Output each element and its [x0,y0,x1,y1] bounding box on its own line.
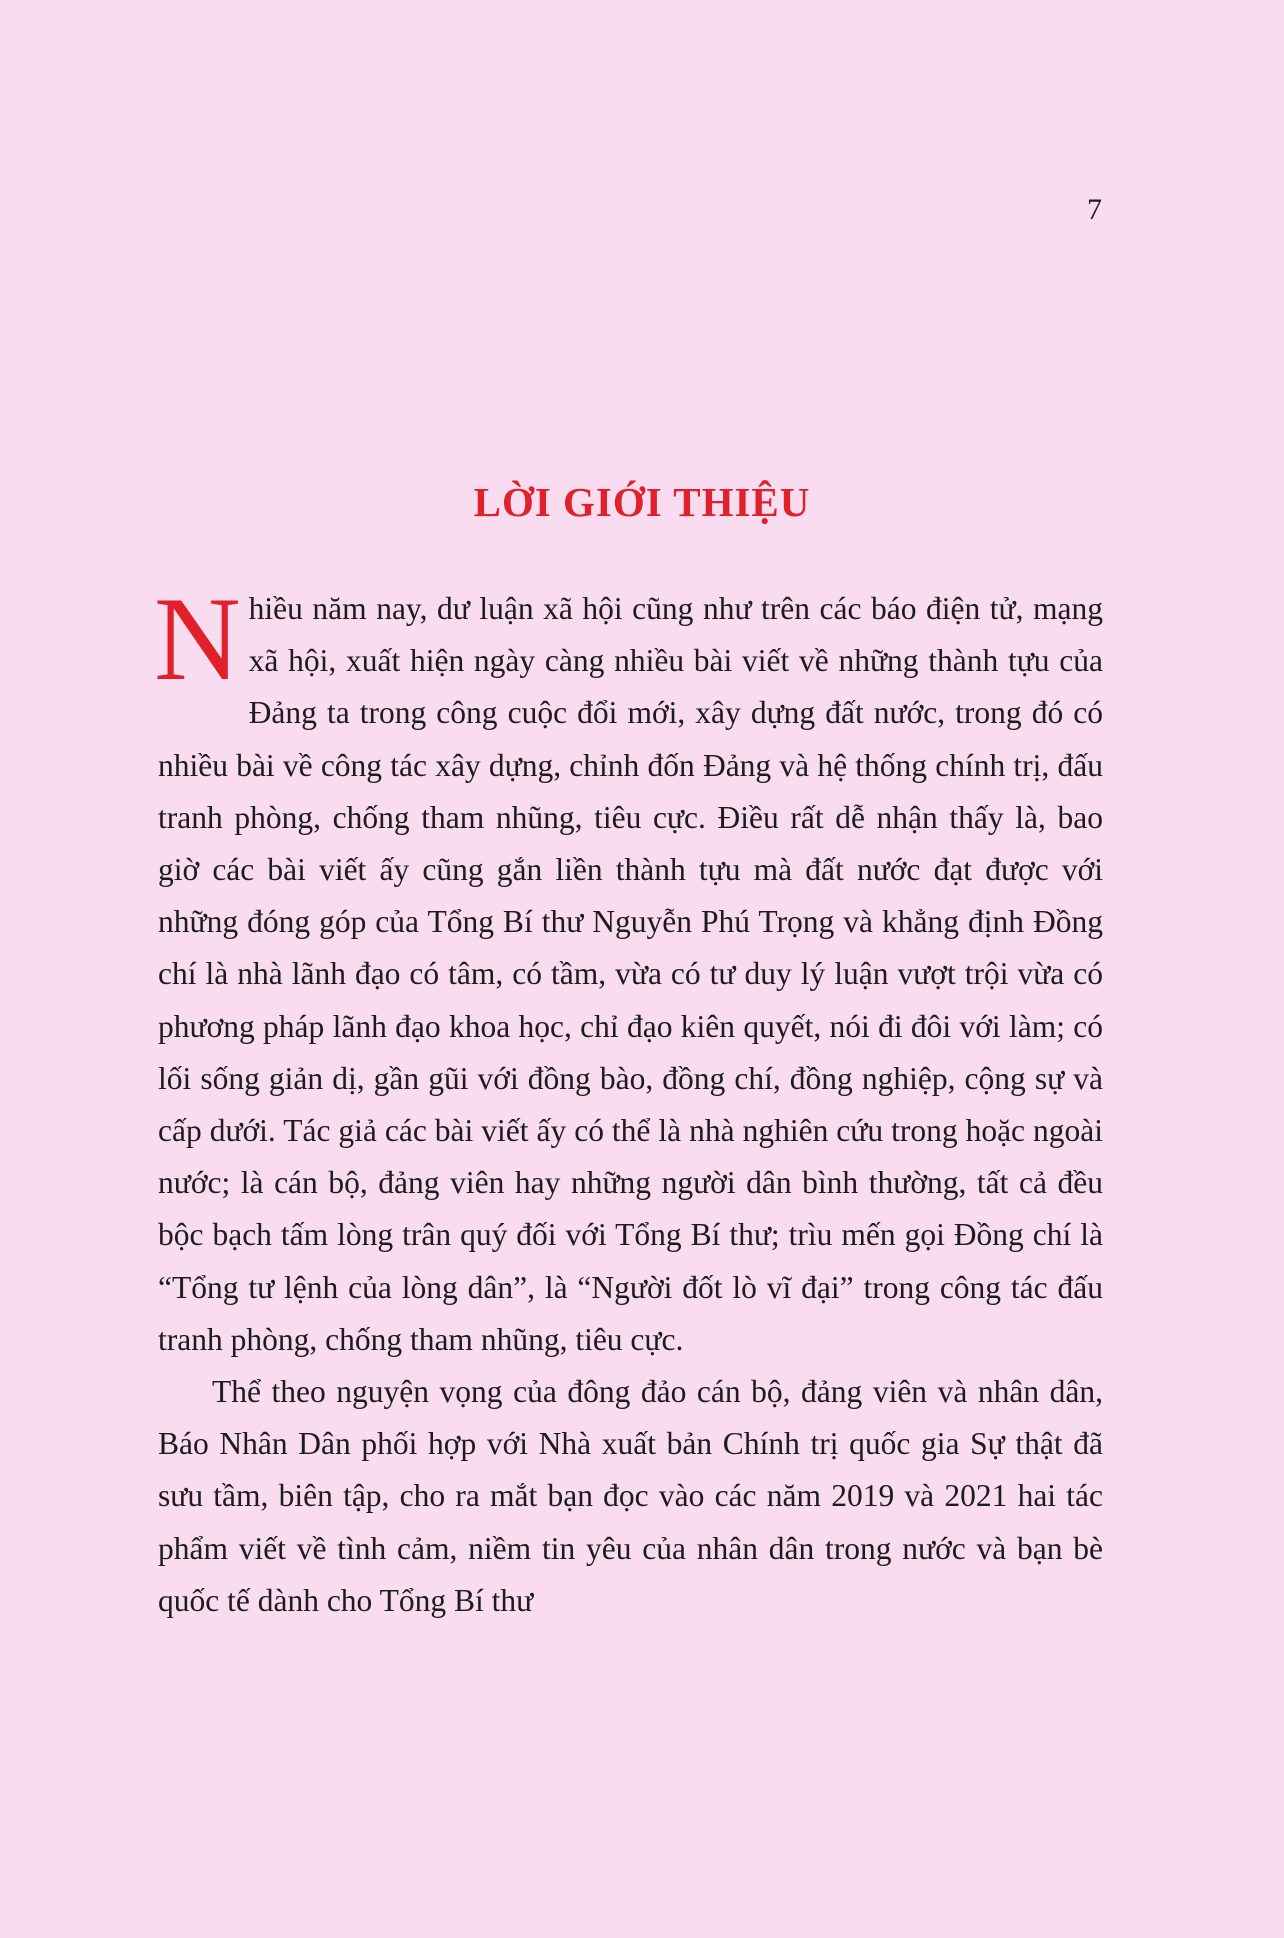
paragraph-2: Thể theo nguyện vọng của đông đảo cán bộ, đảng viên và nhân dân, Báo Nhân Dân phối hợp với Nhà xuất bản Chính trị quốc gia Sự thật đã sưu tầm, biên tập, cho ra mắt bạn đọc vào các năm 2019 và 2021 hai tác phẩm viết về tình cảm, niềm tin yêu của nhân dân trong nước và bạn bè quốc tế dành cho Tổng Bí thư [158,1374,1103,1618]
drop-cap: N [154,572,241,705]
chapter-title: LỜI GIỚI THIỆU [473,479,811,526]
paragraph-1 [154,572,1103,1366]
body-text [154,572,1103,1627]
page-number: 7 [1087,193,1102,226]
paragraph-1-text: hiều năm nay, dư luận xã hội cũng như trên các báo điện tử, mạng xã hội, xuất hiện ngày càng nhiều bài viết về những thành tựu của Đảng ta trong công cuộc đổi mới, xây dựng đất nước, trong đó có nhiều bài về công tác xây dựng, chỉnh đốn Đảng và hệ thống chính trị, đấu tranh phòng, chống tham nhũng, tiêu cực. Điều rất dễ nhận thấy là, bao giờ các bài viết ấy cũng gắn liền thành tựu mà đất nước đạt được với những đóng góp của Tổng Bí thư Nguyễn Phú Trọng và khẳng định Đồng chí là nhà lãnh đạo có tâm, có tầm, vừa có tư duy lý luận vượt trội vừa có phương pháp lãnh đạo khoa học, chỉ đạo kiên quyết, nói đi đôi với làm; có lối sống giản dị, gần gũi với đồng bào, đồng chí, đồng nghiệp, cộng sự và cấp dưới. Tác giả các bài viết ấy có thể là nhà nghiên cứu trong hoặc ngoài nước; là cán bộ, đảng viên hay những người dân bình thường, tất cả đều bộc bạch tấm lòng trân quý đối với Tổng Bí thư; trìu mến gọi Đồng chí là “Tổng tư lệnh của lòng dân”, là “Người đốt lò vĩ đại” trong công tác đấu tranh phòng, chống tham nhũng, tiêu cực. [158,591,1103,1357]
